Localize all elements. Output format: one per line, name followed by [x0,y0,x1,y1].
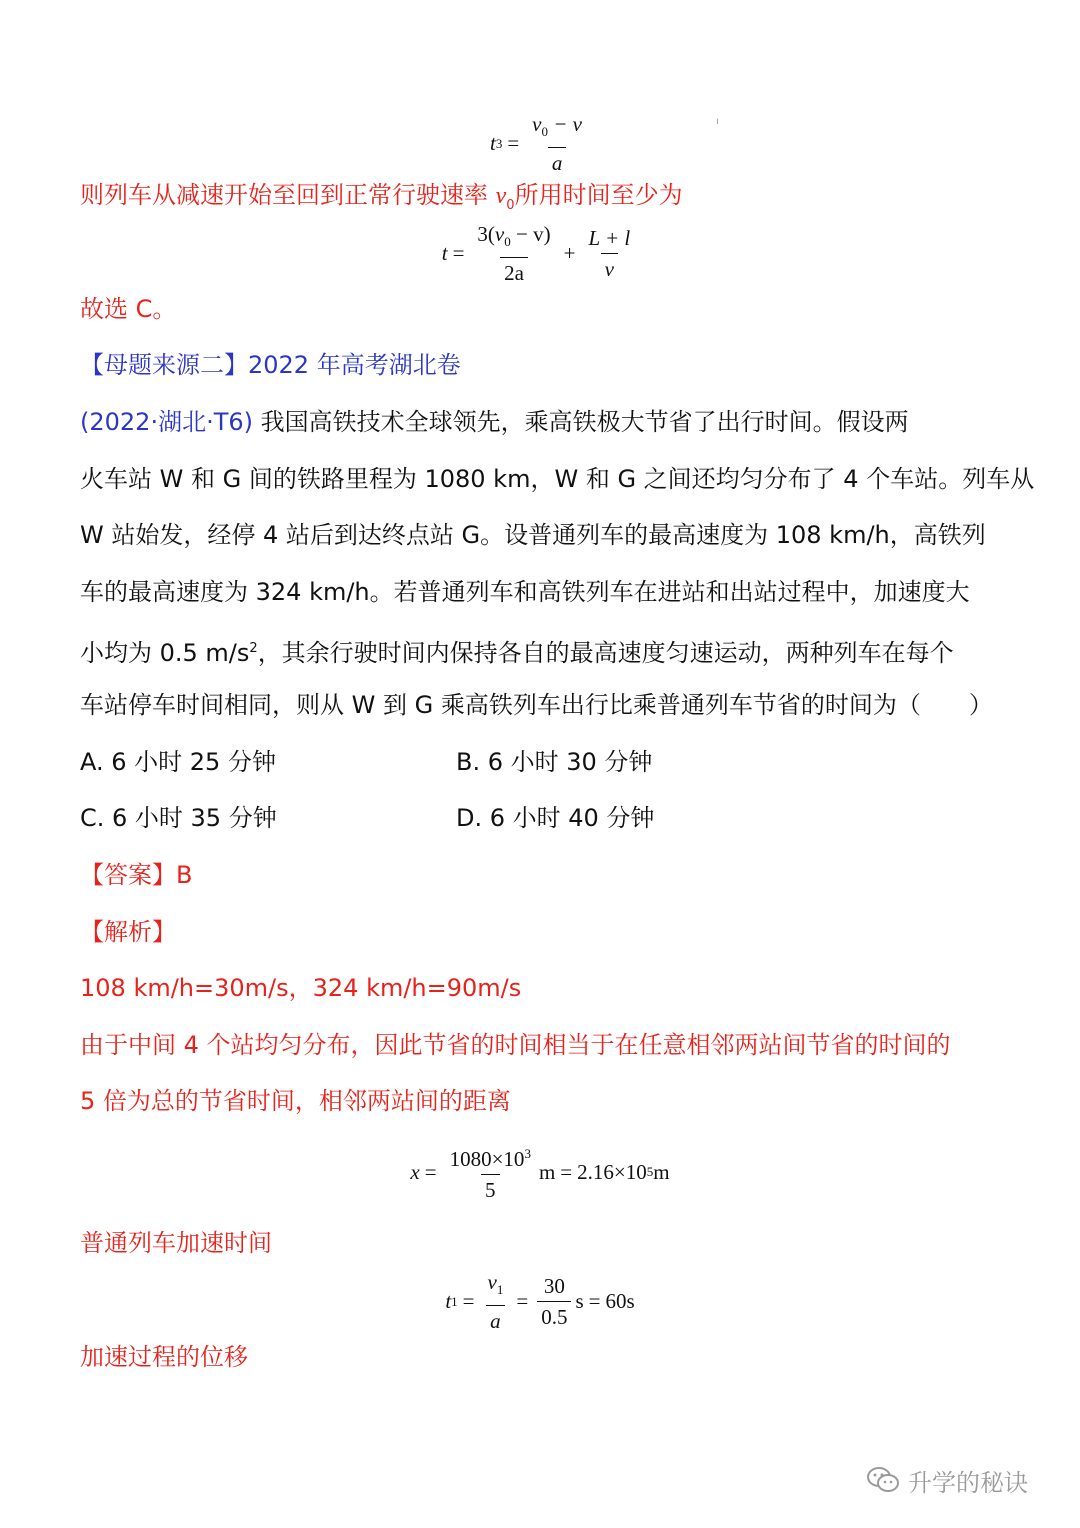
eq2-den1: 2a [500,257,528,285]
conclusion-v: v [495,183,507,209]
watermark [866,1462,1028,1498]
watermark-text: 升学的秘诀 [908,1468,1028,1497]
question-line-5 [80,632,1000,670]
analysis-line-1: 108 km/h=30m/s，324 km/h=90m/s [80,974,522,1002]
conclusion-text-a: 则列车从减速开始至回到正常行驶速率 [80,181,496,209]
eq4-num1-sub: 1 [496,1282,504,1298]
eq4-den1: a [486,1305,505,1333]
equation-accel-time: t 1 = $\frac{v_1}{a}$ = $\frac{30}{0.5}$ s = 60s [445,1270,635,1334]
eq4-den2: 0.5 [537,1301,571,1329]
question-line-5-b: ，其余行驶时间内保持各自的最高速度匀速运动，两种列车在每个 [257,639,954,667]
accel-disp-line: 加速过程的位移 [80,1343,248,1371]
analysis-heading: 【解析】 [80,918,176,946]
eq2-den2: v [601,253,618,281]
equation-t-total: t = $\frac{3(v_0 - v)}{2a}$ + $\frac{L + l}{v}$ [0,222,1080,285]
question-line-2: 火车站 W 和 G 间的铁路里程为 1080 km，W 和 G 之间还均匀分布了 4 个车站。列车从 [80,465,1035,493]
eq3-den: 5 [481,1174,500,1202]
option-d: D. 6 小时 40 分钟 [456,804,655,832]
eq3-fraction [446,1142,535,1202]
eq1-lhs: t [489,131,496,156]
eq2-fraction-1 [473,222,554,285]
analysis-line-3: 5 倍为总的节省时间，相邻两站间的距离 [80,1087,511,1115]
eq4-num1: v [487,1270,497,1294]
eq4-rhs: 60s [605,1289,635,1314]
option-c: C. 6 小时 35 分钟 [80,804,277,832]
conclusion-line [80,178,1000,223]
eq4-unit: s [575,1289,584,1314]
eq4-fraction-1 [484,1270,508,1333]
scan-mark: ı [716,116,719,127]
choose-c-line: 故选 C。 [80,295,177,323]
eq1-fraction [528,112,586,175]
eq2-fraction-2 [584,226,634,281]
question-line-3: W 站始发，经停 4 站后到达终点站 G。设普通列车的最高速度为 108 km/h，高铁列 [80,521,986,549]
analysis-line-2: 由于中间 4 个站均匀分布，因此节省的时间相当于在任意相邻两站间节省的时间的 [80,1031,951,1059]
eq3-num-sup: 3 [524,1146,531,1161]
question-line-6: 车站停车时间相同，则从 W 到 G 乘高铁列车出行比乘普通列车节省的时间为（ ） [80,691,993,719]
eq2-num1-v: v [494,222,505,246]
option-b: B. 6 小时 30 分钟 [456,748,653,776]
question-tag: (2022·湖北·T6) [80,408,253,436]
question-line-4: 车的最高速度为 324 km/h。若普通列车和高铁列车在进站和出站过程中，加速度大 [80,578,970,606]
eq1-num-sub: 0 [541,124,548,140]
question-line-5-sup: 2 [249,641,258,656]
conclusion-v-sub: 0 [506,197,515,213]
eq3-rhs-sup: 5 [646,1164,654,1179]
eq1-num-rest: − v [553,112,582,136]
option-a: A. 6 小时 25 分钟 [80,748,276,776]
eq3-lhs: x [410,1159,420,1184]
question-line-5-a: 小均为 0.5 m/s [80,639,250,667]
eq2-num1-a: 3( [477,222,495,246]
eq4-num2: 30 [543,1274,565,1299]
conclusion-text-b: 所用时间至少为 [514,181,683,209]
eq4-fraction-2 [537,1274,571,1329]
question-line-1-text: 我国高铁技术全球领先，乘高铁极大节省了出行时间。假设两 [260,408,909,436]
source-heading: 【母题来源二】2022 年高考湖北卷 [80,351,461,379]
eq3-num: 1080×10 [449,1147,525,1171]
question-line-1 [80,405,1000,439]
eq2-num1-b: − v) [510,222,551,246]
eq3-unit: m [538,1159,556,1184]
eq2-num1-sub: 0 [504,234,511,250]
eq4-lhs-sub: 1 [451,1293,458,1309]
eq2-lhs: t [441,241,448,266]
eq3-rhs-unit: m [653,1159,670,1184]
answer-line: 【答案】B [80,861,193,889]
eq3-rhs: 2.16×10 [577,1159,647,1184]
equation-t3: t 3 = $\frac{v_0 - v}{a}$ [0,112,1080,175]
eq1-num-v: v [532,112,542,136]
wechat-icon [866,1466,900,1494]
equation-distance: x = $\frac{1080\times 10^3}{5}$ m = 2.16×10 5 m [0,1142,1080,1202]
accel-time-line: 普通列车加速时间 [80,1229,272,1257]
eq1-lhs-sub: 3 [495,135,503,151]
eq4-lhs: t [445,1289,452,1314]
eq1-den: a [548,147,567,175]
eq2-num2: L + l [588,226,631,251]
